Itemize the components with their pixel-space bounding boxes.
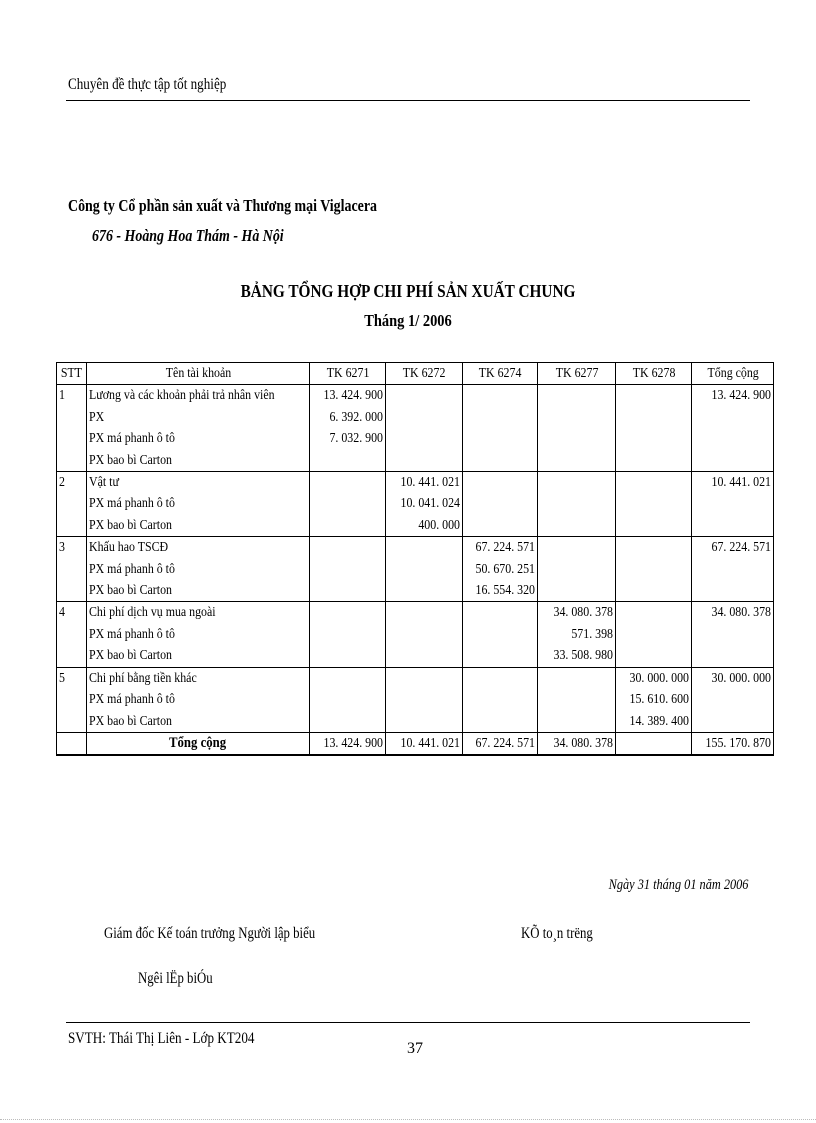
table-row: [57, 428, 774, 449]
amount-cell: [616, 602, 692, 624]
stt-cell: [57, 515, 87, 537]
amount-cell: [538, 385, 616, 407]
amount-cell: [463, 602, 538, 624]
stt-cell: 1: [57, 385, 87, 407]
column-header: Tổng cộng: [692, 363, 774, 385]
amount-cell: [386, 450, 463, 472]
amount-cell: [692, 624, 774, 645]
amount-cell: [616, 645, 692, 667]
account-name-cell: PX: [86, 407, 309, 428]
stt-cell: [57, 580, 87, 602]
signature-title-right: KÕ to¸n trëng: [521, 925, 593, 942]
amount-cell: 6. 392. 000: [310, 407, 386, 428]
amount-cell: [463, 711, 538, 733]
table-row: [57, 450, 774, 472]
stt-cell: 2: [57, 472, 87, 494]
amount-cell: [463, 689, 538, 710]
total-amount-cell: 34. 080. 378: [538, 732, 616, 755]
account-name-cell: PX má phanh ô tô: [86, 689, 309, 710]
stt-cell: [57, 645, 87, 667]
amount-cell: 13. 424. 900: [310, 385, 386, 407]
account-name-cell: PX bao bì Carton: [86, 515, 309, 537]
amount-cell: [386, 624, 463, 645]
table-row: [57, 559, 774, 580]
table-row: [57, 407, 774, 428]
amount-cell: 10. 441. 021: [692, 472, 774, 494]
amount-cell: [616, 472, 692, 494]
amount-cell: [386, 385, 463, 407]
stt-cell: 3: [57, 537, 87, 559]
total-row: [57, 732, 774, 755]
table-row: [57, 645, 774, 667]
amount-cell: [386, 580, 463, 602]
amount-cell: [310, 515, 386, 537]
table-row: [57, 689, 774, 710]
column-header: TK 6278: [616, 363, 692, 385]
amount-cell: [616, 624, 692, 645]
table-body: [57, 385, 774, 755]
report-period: Tháng 1/ 2006: [364, 311, 452, 330]
page-header: Chuyên đề thực tập tốt nghiệp: [68, 76, 227, 93]
header-rule: [66, 100, 750, 101]
stt-cell: [57, 407, 87, 428]
signature-titles-left: Giám đốc Kế toán trưởng Người lập biểu: [104, 925, 316, 942]
amount-cell: 16. 554. 320: [463, 580, 538, 602]
stt-cell: [57, 689, 87, 710]
account-name-cell: PX bao bì Carton: [86, 580, 309, 602]
stt-cell: [57, 493, 87, 514]
amount-cell: 50. 670. 251: [463, 559, 538, 580]
amount-cell: [310, 624, 386, 645]
stt-cell: [57, 428, 87, 449]
amount-cell: [386, 559, 463, 580]
amount-cell: [386, 667, 463, 689]
amount-cell: [692, 428, 774, 449]
amount-cell: [538, 689, 616, 710]
amount-cell: [463, 472, 538, 494]
amount-cell: 7. 032. 900: [310, 428, 386, 449]
account-name-cell: Lương và các khoản phải trả nhân viên: [86, 385, 309, 407]
total-amount-cell: 10. 441. 021: [386, 732, 463, 755]
amount-cell: [386, 711, 463, 733]
total-amount-cell: 13. 424. 900: [310, 732, 386, 755]
amount-cell: [692, 493, 774, 514]
amount-cell: [538, 711, 616, 733]
amount-cell: [463, 450, 538, 472]
amount-cell: 10. 441. 021: [386, 472, 463, 494]
total-amount-cell: 67. 224. 571: [463, 732, 538, 755]
table-row: [57, 602, 774, 624]
total-label-cell: Tổng cộng: [86, 732, 309, 755]
column-header: STT: [57, 363, 87, 385]
amount-cell: 34. 080. 378: [692, 602, 774, 624]
company-name: Công ty Cổ phần sản xuất và Thương mại Viglacera: [68, 196, 378, 215]
page-number: 37: [407, 1040, 423, 1057]
amount-cell: [310, 450, 386, 472]
stt-cell: [57, 624, 87, 645]
amount-cell: [310, 667, 386, 689]
amount-cell: [538, 580, 616, 602]
amount-cell: [538, 667, 616, 689]
amount-cell: [616, 385, 692, 407]
table-row: [57, 624, 774, 645]
amount-cell: [692, 407, 774, 428]
column-header: TK 6271: [310, 363, 386, 385]
amount-cell: [386, 602, 463, 624]
amount-cell: 67. 224. 571: [463, 537, 538, 559]
amount-cell: [692, 711, 774, 733]
amount-cell: [310, 645, 386, 667]
amount-cell: [538, 428, 616, 449]
amount-cell: [463, 515, 538, 537]
amount-cell: [616, 580, 692, 602]
amount-cell: [310, 711, 386, 733]
amount-cell: [463, 407, 538, 428]
page-edge: [0, 1119, 816, 1120]
amount-cell: [692, 580, 774, 602]
amount-cell: [616, 515, 692, 537]
amount-cell: [463, 428, 538, 449]
amount-cell: [463, 645, 538, 667]
stt-cell: [57, 450, 87, 472]
amount-cell: [463, 667, 538, 689]
total-amount-cell: [616, 732, 692, 755]
table-header-row: [57, 363, 774, 385]
amount-cell: 10. 041. 024: [386, 493, 463, 514]
amount-cell: 33. 508. 980: [538, 645, 616, 667]
amount-cell: [538, 407, 616, 428]
amount-cell: [538, 450, 616, 472]
account-name-cell: Vật tư: [86, 472, 309, 494]
amount-cell: [692, 450, 774, 472]
amount-cell: [310, 602, 386, 624]
amount-cell: [616, 450, 692, 472]
amount-cell: [538, 472, 616, 494]
amount-cell: [310, 559, 386, 580]
column-header: TK 6277: [538, 363, 616, 385]
account-name-cell: PX bao bì Carton: [86, 711, 309, 733]
amount-cell: [386, 428, 463, 449]
stt-cell: [57, 732, 87, 755]
total-amount-cell: 155. 170. 870: [692, 732, 774, 755]
footer-student: SVTH: Thái Thị Liên - Lớp KT204: [68, 1030, 255, 1047]
footer-rule: [66, 1022, 750, 1023]
amount-cell: [692, 689, 774, 710]
report-title: BẢNG TỔNG HỢP CHI PHÍ SẢN XUẤT CHUNG: [240, 281, 576, 301]
stt-cell: [57, 711, 87, 733]
account-name-cell: Chi phí dịch vụ mua ngoài: [86, 602, 309, 624]
amount-cell: 30. 000. 000: [616, 667, 692, 689]
table-row: [57, 711, 774, 733]
amount-cell: 15. 610. 600: [616, 689, 692, 710]
amount-cell: [692, 559, 774, 580]
amount-cell: 67. 224. 571: [692, 537, 774, 559]
amount-cell: 14. 389. 400: [616, 711, 692, 733]
amount-cell: 30. 000. 000: [692, 667, 774, 689]
amount-cell: [538, 515, 616, 537]
amount-cell: 571. 398: [538, 624, 616, 645]
account-name-cell: Chi phí bằng tiền khác: [86, 667, 309, 689]
account-name-cell: PX bao bì Carton: [86, 450, 309, 472]
table-row: [57, 493, 774, 514]
stt-cell: 4: [57, 602, 87, 624]
amount-cell: 34. 080. 378: [538, 602, 616, 624]
table-row: [57, 537, 774, 559]
account-name-cell: PX má phanh ô tô: [86, 559, 309, 580]
stt-cell: [57, 559, 87, 580]
table-row: [57, 580, 774, 602]
account-name-cell: PX má phanh ô tô: [86, 428, 309, 449]
stt-cell: 5: [57, 667, 87, 689]
signature-preparer: Ngêi lËp biÓu: [138, 970, 213, 987]
table-row: [57, 515, 774, 537]
amount-cell: [310, 689, 386, 710]
amount-cell: [386, 645, 463, 667]
cost-summary-table: [56, 362, 774, 756]
amount-cell: [538, 537, 616, 559]
amount-cell: [692, 645, 774, 667]
account-name-cell: PX má phanh ô tô: [86, 493, 309, 514]
amount-cell: 13. 424. 900: [692, 385, 774, 407]
account-name-cell: PX bao bì Carton: [86, 645, 309, 667]
amount-cell: [616, 537, 692, 559]
amount-cell: [616, 559, 692, 580]
report-date: Ngày 31 tháng 01 năm 2006: [608, 877, 748, 893]
amount-cell: [310, 580, 386, 602]
amount-cell: [538, 559, 616, 580]
amount-cell: [310, 472, 386, 494]
table-row: [57, 472, 774, 494]
company-address: 676 - Hoàng Hoa Thám - Hà Nội: [92, 226, 284, 245]
amount-cell: [616, 493, 692, 514]
amount-cell: [616, 407, 692, 428]
amount-cell: [463, 624, 538, 645]
column-header: Tên tài khoản: [86, 363, 309, 385]
column-header: TK 6272: [386, 363, 463, 385]
amount-cell: [538, 493, 616, 514]
account-name-cell: PX má phanh ô tô: [86, 624, 309, 645]
amount-cell: [386, 537, 463, 559]
amount-cell: [386, 689, 463, 710]
amount-cell: [386, 407, 463, 428]
amount-cell: [310, 537, 386, 559]
table-row: [57, 667, 774, 689]
amount-cell: [463, 493, 538, 514]
account-name-cell: Khấu hao TSCĐ: [86, 537, 309, 559]
table-row: [57, 385, 774, 407]
amount-cell: [692, 515, 774, 537]
amount-cell: 400. 000: [386, 515, 463, 537]
column-header: TK 6274: [463, 363, 538, 385]
amount-cell: [616, 428, 692, 449]
amount-cell: [310, 493, 386, 514]
amount-cell: [463, 385, 538, 407]
